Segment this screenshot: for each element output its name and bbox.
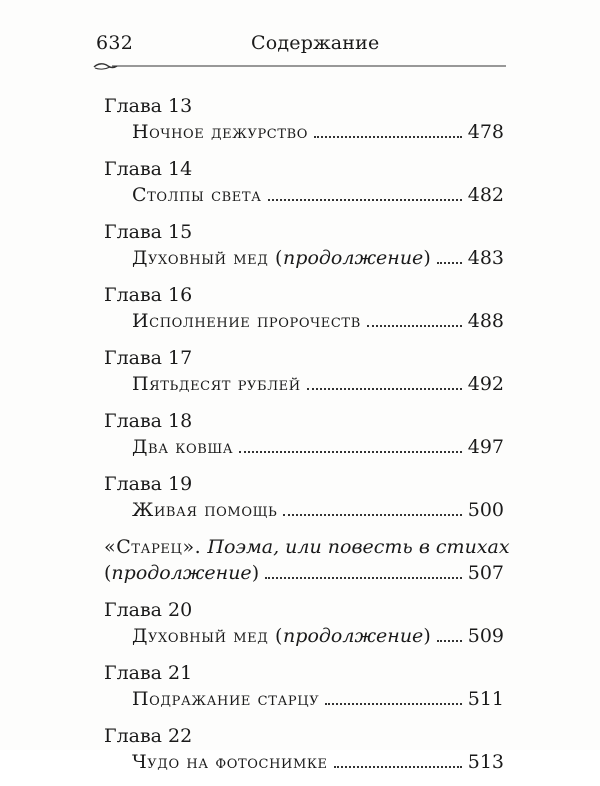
chapter-title: Духовный мед (продолжение) <box>132 247 432 269</box>
chapter-label: Глава 13 <box>104 95 193 117</box>
toc-title-line <box>104 434 504 460</box>
page-ref: 492 <box>467 373 504 395</box>
dot-leader <box>334 765 462 768</box>
chapter-title-main: Духовный мед <box>132 247 269 269</box>
page-ref: 511 <box>467 688 504 710</box>
dot-leader <box>314 135 462 138</box>
chapter-label: Глава 15 <box>104 221 193 243</box>
toc-title-line <box>104 371 504 397</box>
page-ref: 483 <box>467 247 504 269</box>
toc-title-line <box>104 182 504 208</box>
poem-continuation: продолжение <box>111 562 252 584</box>
chapter-title: Ночное дежурство <box>132 121 309 143</box>
page-number: 632 <box>96 32 134 54</box>
toc-entry <box>104 408 504 460</box>
toc-title-line <box>104 308 504 334</box>
toc-entry <box>104 93 504 145</box>
dot-leader <box>367 324 462 327</box>
dot-leader <box>325 702 462 705</box>
toc-title-line <box>104 497 504 523</box>
chapter-title: Исполнение пророчеств <box>132 310 361 332</box>
chapter-label: Глава 19 <box>104 473 193 495</box>
chapter-label: Глава 16 <box>104 284 193 306</box>
toc-title-line <box>104 686 504 712</box>
toc-title-line <box>104 623 504 649</box>
header-ornament-rule <box>92 61 508 71</box>
chapter-title-main: Духовный мед <box>132 625 269 647</box>
chapter-title: Чудо на фотоснимке <box>132 751 328 773</box>
poem-continuation-line: (продолжение) 507 <box>104 562 504 584</box>
poem-title-line <box>104 534 510 560</box>
page-ref: 478 <box>467 121 504 143</box>
dot-leader <box>268 198 462 201</box>
toc-entry-poem <box>104 534 510 586</box>
toc-title-line <box>104 119 504 145</box>
chapter-label: Глава 17 <box>104 347 193 369</box>
chapter-label: Глава 22 <box>104 725 193 747</box>
chapter-title: Подражание старцу <box>132 688 320 710</box>
toc-entry <box>104 471 504 523</box>
chapter-title-italic: продолжение <box>283 625 424 647</box>
chapter-label: Глава 18 <box>104 410 193 432</box>
page-ref: 507 <box>467 562 504 584</box>
poem-subtitle: Поэма, или повесть в стихах <box>207 536 510 558</box>
toc-title-line <box>104 749 504 775</box>
toc-entry <box>104 597 504 649</box>
page-ref: 509 <box>467 625 504 647</box>
dot-leader <box>283 513 461 516</box>
poem-title: «Старец». <box>104 536 202 558</box>
page-ref: 500 <box>467 499 504 521</box>
dot-leader <box>437 639 461 642</box>
toc-title-line <box>104 245 504 271</box>
running-title: Содержание <box>251 32 380 54</box>
toc-entry <box>104 660 504 712</box>
page-ref: 497 <box>467 436 504 458</box>
toc-entry <box>104 282 504 334</box>
dot-leader <box>265 576 462 579</box>
toc-entry <box>104 345 504 397</box>
page-ref: 482 <box>467 184 504 206</box>
chapter-title: Живая помощь <box>132 499 278 521</box>
chapter-title: Духовный мед (продолжение) <box>132 625 432 647</box>
chapter-title: Два ковша <box>132 436 234 458</box>
page-ref: 513 <box>467 751 504 773</box>
page-ref: 488 <box>467 310 504 332</box>
chapter-title: Столпы света <box>132 184 262 206</box>
dot-leader <box>307 387 462 390</box>
chapter-label: Глава 14 <box>104 158 193 180</box>
chapter-title: Пятьдесят рублей <box>132 373 301 395</box>
dot-leader <box>437 261 461 264</box>
toc-entry <box>104 723 504 775</box>
chapter-title-italic: продолжение <box>283 247 424 269</box>
chapter-label: Глава 20 <box>104 599 193 621</box>
toc-entry <box>104 219 504 271</box>
chapter-label: Глава 21 <box>104 662 193 684</box>
table-of-contents <box>104 93 510 786</box>
dot-leader <box>239 450 461 453</box>
page-header <box>96 28 506 58</box>
toc-entry <box>104 156 504 208</box>
